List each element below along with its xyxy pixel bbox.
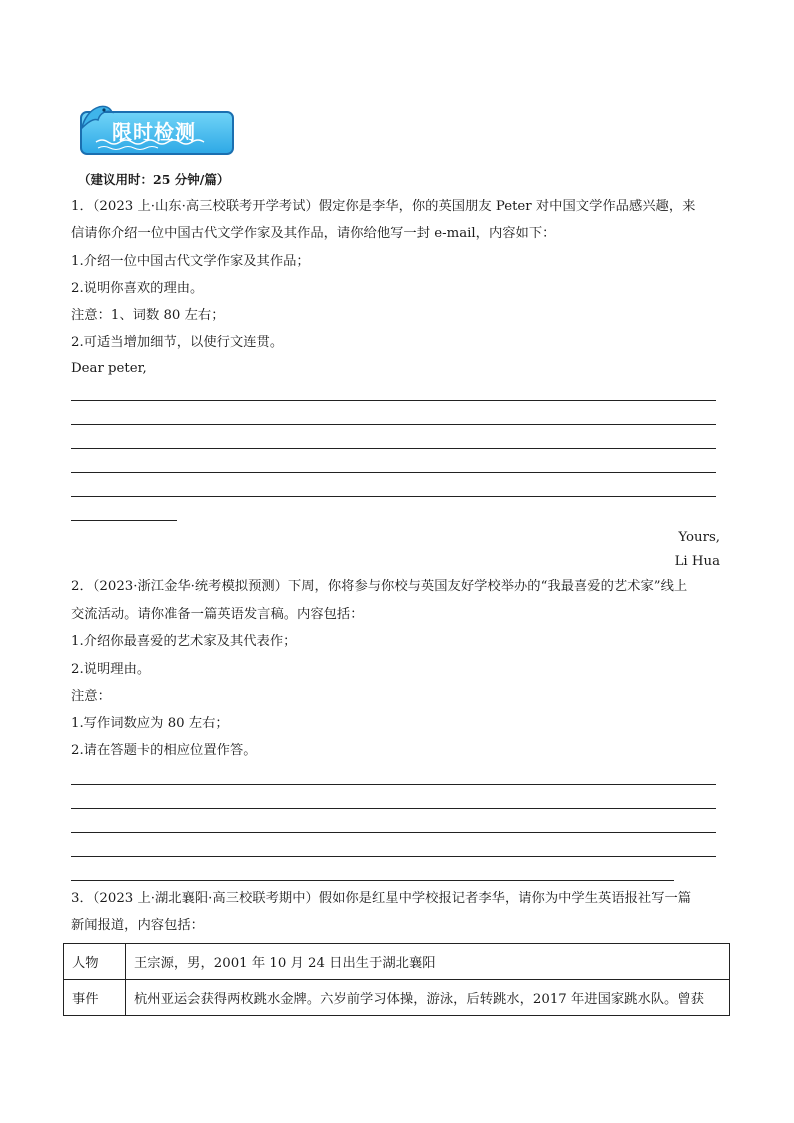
table-row xyxy=(64,944,730,980)
answer-line-short[interactable] xyxy=(71,520,177,521)
answer-line[interactable] xyxy=(71,424,716,425)
answer-line[interactable] xyxy=(71,832,716,833)
answer-line[interactable] xyxy=(71,784,716,785)
time-hint: （建议用时：25 分钟/篇） xyxy=(78,172,230,187)
answer-line[interactable] xyxy=(71,472,716,473)
table-cell-value: 杭州亚运会获得两枚跳水金牌。六岁前学习体操，游泳，后转跳水，2017 年进国家跳水队。曾获 xyxy=(126,980,730,1016)
q1-requirement-1: 1.介绍一位中国古代文学作家及其作品； xyxy=(71,254,310,269)
q2-prompt-line1: 2．（2023·浙江金华·统考模拟预测）下周，你将参与你校与英国友好学校举办的“我最喜爱的艺术家”线上 xyxy=(71,579,688,594)
q1-requirement-2: 2.说明你喜欢的理由。 xyxy=(71,281,204,296)
q1-prompt-line2: 信请你介绍一位中国古代文学作家及其作品，请你给他写一封 e-mail，内容如下： xyxy=(71,226,556,241)
q2-requirement-1: 1.介绍你最喜爱的艺术家及其代表作； xyxy=(71,634,297,649)
answer-line[interactable] xyxy=(71,880,674,881)
q3-prompt-line2: 新闻报道，内容包括： xyxy=(71,918,204,933)
q3-prompt-line1: 3．（2023 上·湖北襄阳·高三校联考期中）假如你是红星中学校报记者李华，请你为中学生英语报社写一篇 xyxy=(71,891,692,906)
table-row xyxy=(64,980,730,1016)
q1-closing: Yours, xyxy=(678,530,720,545)
answer-line[interactable] xyxy=(71,808,716,809)
q2-requirement-2: 2.说明理由。 xyxy=(71,662,151,677)
section-title: 限时检测 xyxy=(112,120,196,144)
q2-prompt-line2: 交流活动。请你准备一篇英语发言稿。内容包括： xyxy=(71,607,364,622)
q1-note: 注意：1、词数 80 左右； xyxy=(71,308,225,323)
q1-prompt-line1: 1．（2023 上·山东·高三校联考开学考试）假定你是李华，你的英国朋友 Peter 对中国文学作品感兴趣，来 xyxy=(71,199,696,214)
table-cell-key: 人物 xyxy=(64,944,126,980)
q1-note-2: 2.可适当增加细节，以使行文连贯。 xyxy=(71,335,284,350)
answer-line[interactable] xyxy=(71,400,716,401)
answer-line[interactable] xyxy=(71,496,716,497)
q2-note-1: 1.写作词数应为 80 左右； xyxy=(71,716,229,731)
table-cell-value: 王宗源，男，2001 年 10 月 24 日出生于湖北襄阳 xyxy=(126,944,730,980)
q3-info-table xyxy=(63,943,730,1016)
q1-salutation: Dear peter, xyxy=(71,361,147,376)
q2-note-2: 2.请在答题卡的相应位置作答。 xyxy=(71,743,257,758)
answer-line[interactable] xyxy=(71,856,716,857)
q2-note-label: 注意： xyxy=(71,689,111,704)
table-cell-key: 事件 xyxy=(64,980,126,1016)
answer-line[interactable] xyxy=(71,448,716,449)
q1-signature: Li Hua xyxy=(674,554,720,569)
